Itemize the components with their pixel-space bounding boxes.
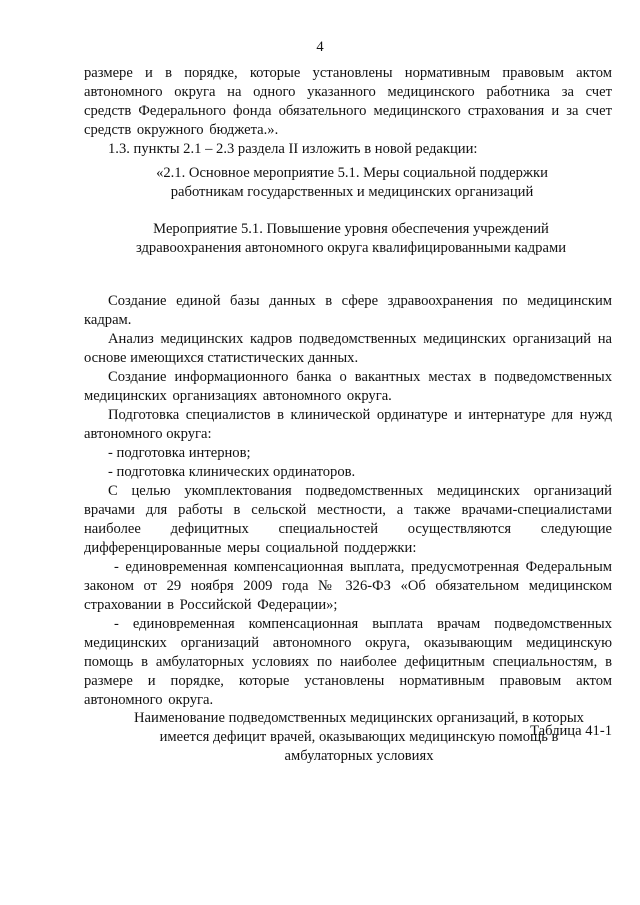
para-database: Создание единой базы данных в сфере здравоохранения по медицинским кадрам. — [84, 293, 612, 328]
heading-measure-5-1-text: Мероприятие 5.1. Повышение уровня обеспечения учреждений здравоохранения автономного округа квалифицированными кадрами — [135, 221, 567, 256]
table-title — [116, 709, 602, 766]
bullet-one-time-payment: - единовременная компенсационная выплата, предусмотренная Федеральным законом от 29 ноября 2009 года № 326-ФЗ «Об обязательном медицинском страховании в Российской Федерации»; — [84, 559, 612, 613]
heading-measure-5-1 — [130, 220, 572, 258]
list-residents: - подготовка клинических ординаторов. — [108, 464, 356, 480]
intro-paragraph: размере и в порядке, которые установлены нормативным правовым актом автономного округа на одного указанного медицинского работника за счет средств Федерального фонда обязательного медицинского страхования и за счет средств окружного бюджета.». — [84, 65, 612, 138]
list-interns: - подготовка интернов; — [108, 445, 251, 461]
table-title-text: Наименование подведомственных медицинских организаций, в которых имеется дефицит врачей, оказывающих медицинскую помощь в амбулаторных условиях — [134, 710, 584, 764]
para-staffing: С целью укомплектования подведомственных медицинских организаций врачами для работы в сельской местности, а также врачами-специалистами наиболее дефицитных специальностей осуществляются следующие дифференцированные меры социальной поддержки: — [84, 483, 612, 556]
heading-2-1-text: «2.1. Основное мероприятие 5.1. Меры социальной поддержки работникам государственных и медицинских организаций — [156, 165, 548, 200]
body-text-block — [84, 292, 612, 741]
para-training: Подготовка специалистов в клинической ординатуре и интернатуре для нужд автономного округа: — [84, 407, 612, 442]
heading-2-1 — [146, 164, 558, 202]
item-1-3: 1.3. пункты 2.1 – 2.3 раздела II изложить в новой редакции: — [108, 141, 478, 157]
page-number: 4 — [316, 39, 324, 55]
para-analysis: Анализ медицинских кадров подведомственных медицинских организаций на основе имеющихся статистических данных. — [84, 331, 612, 366]
para-info-bank: Создание информационного банка о вакантных местах в подведомственных медицинских организациях автономного округа. — [84, 369, 612, 404]
top-text-block — [84, 64, 612, 159]
table-label: Таблица 41-1 — [530, 723, 612, 739]
bullet-doctors-payment: - единовременная компенсационная выплата врачам подведомственных медицинских организаций автономного округа, оказывающим медицинскую помощь в амбулаторных условиях по наиболее дефицитным специальностям, в размере и порядке, которые установлены нормативным правовым актом автономного округа. — [84, 616, 612, 708]
